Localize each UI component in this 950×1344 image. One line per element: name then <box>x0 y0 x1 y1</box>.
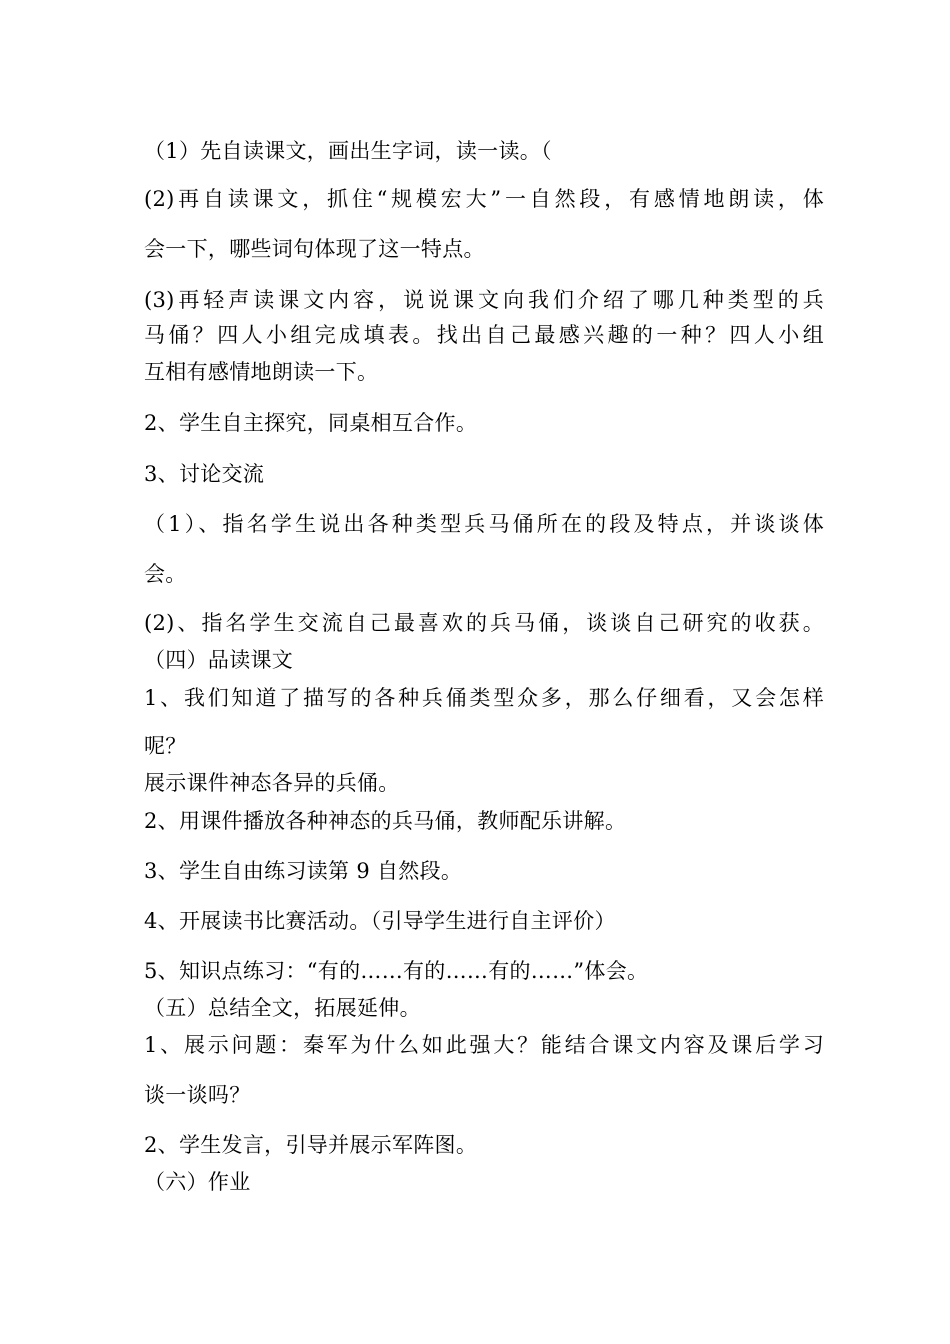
text-line: 4、开展读书比赛活动。（引导学生进行自主评价） <box>144 909 616 933</box>
text-line: 互相有感情地朗读一下。 <box>144 360 379 384</box>
text-line: 1、展示问题：秦军为什么如此强大？能结合课文内容及课后学习 <box>144 1033 824 1057</box>
text-line: 5、知识点练习：“有的……有的……有的……”体会。 <box>144 959 649 983</box>
text-line: 2、学生自主探究，同桌相互合作。 <box>144 411 478 435</box>
text-line: 会。 <box>144 562 187 586</box>
text-line: 会一下，哪些词句体现了这一特点。 <box>144 237 485 261</box>
text-line: 1、我们知道了描写的各种兵俑类型众多，那么仔细看，又会怎样 <box>144 686 824 710</box>
text-line: 谈一谈吗？ <box>144 1083 251 1107</box>
section-heading: （四）品读课文 <box>144 648 294 672</box>
text-line: (2)再自读课文，抓住“规模宏大”一自然段，有感情地朗读，体 <box>144 187 824 211</box>
text-line: （1）、指名学生说出各种类型兵马俑所在的段及特点，并谈谈体 <box>144 512 824 536</box>
text-line: 3、学生自由练习读第 9 自然段。 <box>144 859 463 883</box>
text-line: 3、讨论交流 <box>144 462 265 486</box>
text-line: 2、学生发言，引导并展示军阵图。 <box>144 1133 478 1157</box>
text-line: 呢？ <box>144 734 187 758</box>
section-heading: （五）总结全文，拓展延伸。 <box>144 996 421 1020</box>
text-line: 2、用课件播放各种神态的兵马俑，教师配乐讲解。 <box>144 809 627 833</box>
section-heading: （六）作业 <box>144 1170 251 1194</box>
text-line: （1）先自读课文，画出生字词，读一读。（ <box>144 139 552 163</box>
text-line: (2)、指名学生交流自己最喜欢的兵马俑，谈谈自己研究的收获。 <box>144 611 824 635</box>
text-line: 展示课件神态各异的兵俑。 <box>144 771 400 795</box>
text-line: 马俑？四人小组完成填表。找出自己最感兴趣的一种？四人小组 <box>144 323 824 347</box>
text-line: (3)再轻声读课文内容，说说课文向我们介绍了哪几种类型的兵 <box>144 288 824 312</box>
